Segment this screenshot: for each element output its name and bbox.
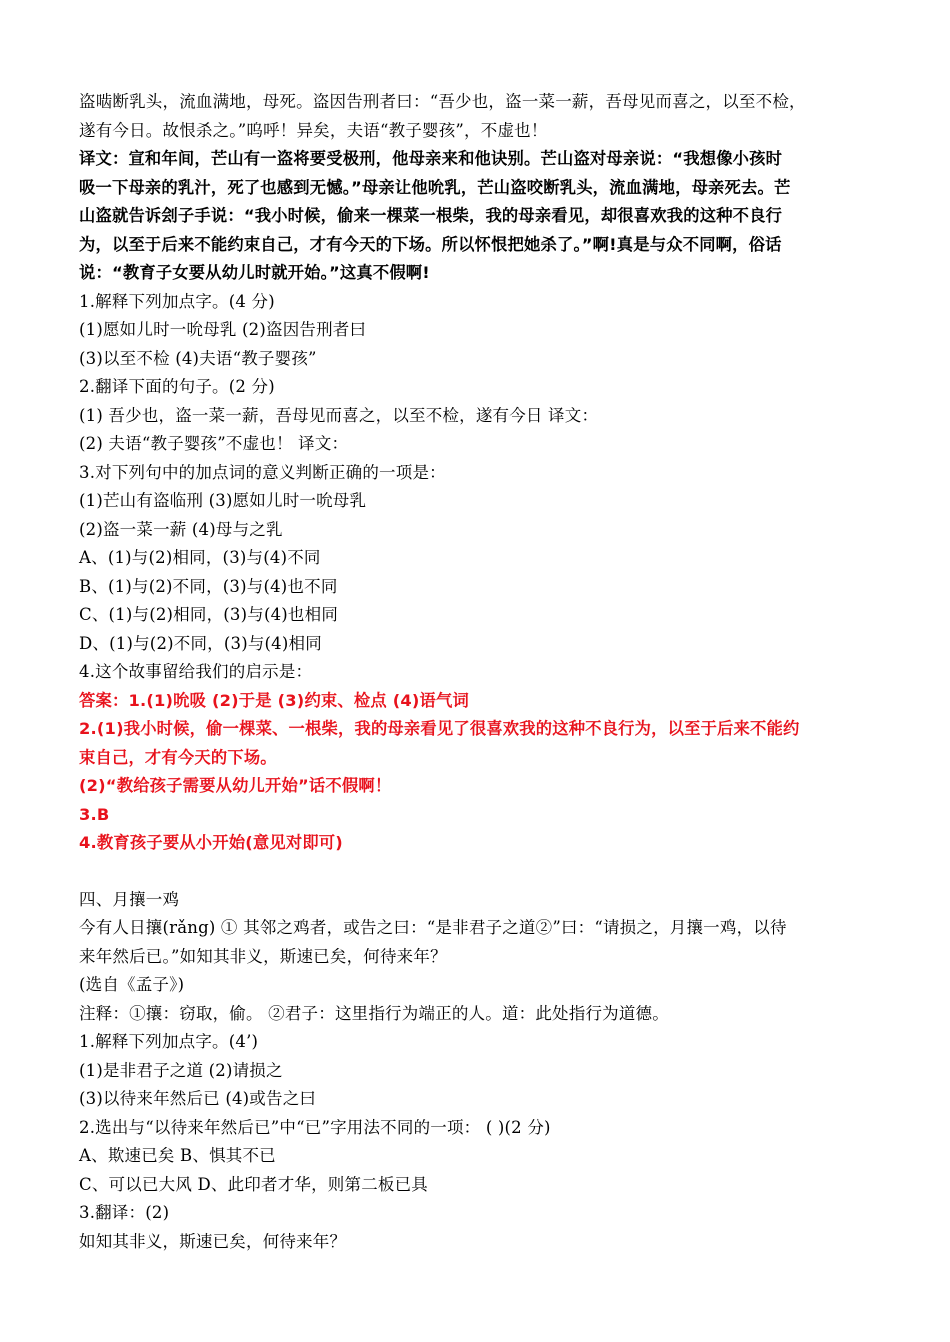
section-spacer — [79, 858, 879, 886]
question-line: 1.解释下列加点字。(4’) — [79, 1032, 259, 1051]
answer-line: 3.B — [79, 804, 110, 824]
question-line: (3)以至不检 (4)夫语“教子婴孩” — [79, 348, 317, 368]
question-line: (2) 夫语“教子婴孩”不虚也！ 译文： — [79, 434, 349, 453]
document-page — [79, 88, 879, 1256]
story1-original-line: 盗啮断乳头，流血满地，母死。盗因告刑者曰：“吾少也，盗一菜一薪，吾母见而喜之，以至不检， — [79, 92, 806, 111]
question-line: (1)芒山有盗临刑 (3)愿如儿时一吮母乳 — [79, 491, 367, 510]
story1-original — [79, 88, 879, 145]
question-line: (1)愿如儿时一吮母乳 (2)盗因告刑者曰 — [79, 320, 367, 339]
answer-line: 束自己，才有今天的下场。 — [79, 747, 277, 767]
option-line: A、欺速已矣 B、惧其不已 — [79, 1146, 276, 1165]
story2-line: 来年然后已。”如知其非义，斯速已矣，何待来年？ — [79, 946, 447, 966]
question-line: (1)是非君子之道 (2)请损之 — [79, 1060, 283, 1080]
question-line: 1.解释下列加点字。(4 分) — [79, 291, 275, 311]
option-line: A、(1)与(2)相同，(3)与(4)不同 — [79, 548, 321, 567]
question-line: 如知其非义，斯速已矣，何待来年？ — [79, 1231, 347, 1251]
option-line: C、(1)与(2)相同，(3)与(4)也相同 — [79, 605, 339, 624]
question-line: 3.翻译：(2) — [79, 1203, 170, 1222]
question-line: (2)盗一菜一薪 (4)母与之乳 — [79, 519, 283, 539]
question-line: 4.这个故事留给我们的启示是： — [79, 662, 313, 681]
section-heading: 四、月攘一鸡 — [79, 889, 180, 909]
option-line: B、(1)与(2)不同，(3)与(4)也不同 — [79, 576, 338, 596]
answer-line: 4.教育孩子要从小开始(意见对即可) — [79, 833, 343, 852]
translation-line: 说：“教育子女要从幼儿时就开始。”这真不假啊! — [79, 263, 430, 282]
question-line: 2.选出与“以待来年然后已”中“已”字用法不同的一项： ( )(2 分) — [79, 1117, 551, 1137]
question-line: 3.对下列句中的加点词的意义判断正确的一项是： — [79, 462, 446, 482]
story2-notes: 注释：①攘：窃取，偷。 ②君子：这里指行为端正的人。道：此处指行为道德。 — [79, 1003, 669, 1023]
story2-line: 今有人日攘(rǎng) ① 其邻之鸡者，或告之曰：“是非君子之道②”曰：“请损之，月攘一鸡，以待 — [79, 918, 787, 937]
translation-line: 山盗就告诉刽子手说：“我小时候，偷来一棵菜一根柴，我的母亲看见，却很喜欢我的这种不良行 — [79, 206, 783, 225]
answer-line: (2)“教给孩子需要从幼儿开始”话不假啊！ — [79, 776, 392, 795]
answer-line: 2.(1)我小时候，偷一棵菜、一根柴，我的母亲看见了很喜欢我的这种不良行为，以至于后来不能约 — [79, 719, 800, 738]
story2-source: (选自《孟子》) — [79, 975, 185, 994]
translation-line: 译文：宣和年间，芒山有一盗将要受极刑，他母亲来和他诀别。芒山盗对母亲说：“我想像小孩时 — [79, 149, 783, 168]
story2 — [79, 886, 879, 1257]
story1-original-line: 遂有今日。故恨杀之。”呜呼！异矣，夫语“教子婴孩”，不虚也！ — [79, 120, 548, 140]
question-line: 2.翻译下面的句子。(2 分) — [79, 377, 275, 396]
translation-line: 吸一下母亲的乳汁，死了也感到无憾。”母亲让他吮乳，芒山盗咬断乳头，流血满地，母亲死去。芒 — [79, 177, 791, 197]
option-line: D、(1)与(2)不同，(3)与(4)相同 — [79, 633, 322, 653]
question-line: (1) 吾少也，盗一菜一薪，吾母见而喜之，以至不检，遂有今日 译文： — [79, 405, 599, 425]
story1-questions — [79, 288, 879, 687]
question-line: (3)以待来年然后已 (4)或告之曰 — [79, 1089, 317, 1108]
option-line: C、可以已大风 D、此印者才华，则第二板已具 — [79, 1174, 428, 1194]
story1-translation — [79, 145, 879, 288]
translation-line: 为，以至于后来不能约束自己，才有今天的下场。所以怀恨把她杀了。”啊!真是与众不同啊，俗话 — [79, 234, 782, 254]
story1-answers — [79, 687, 879, 858]
answer-line: 答案：1.(1)吮吸 (2)于是 (3)约束、检点 (4)语气词 — [79, 690, 469, 710]
